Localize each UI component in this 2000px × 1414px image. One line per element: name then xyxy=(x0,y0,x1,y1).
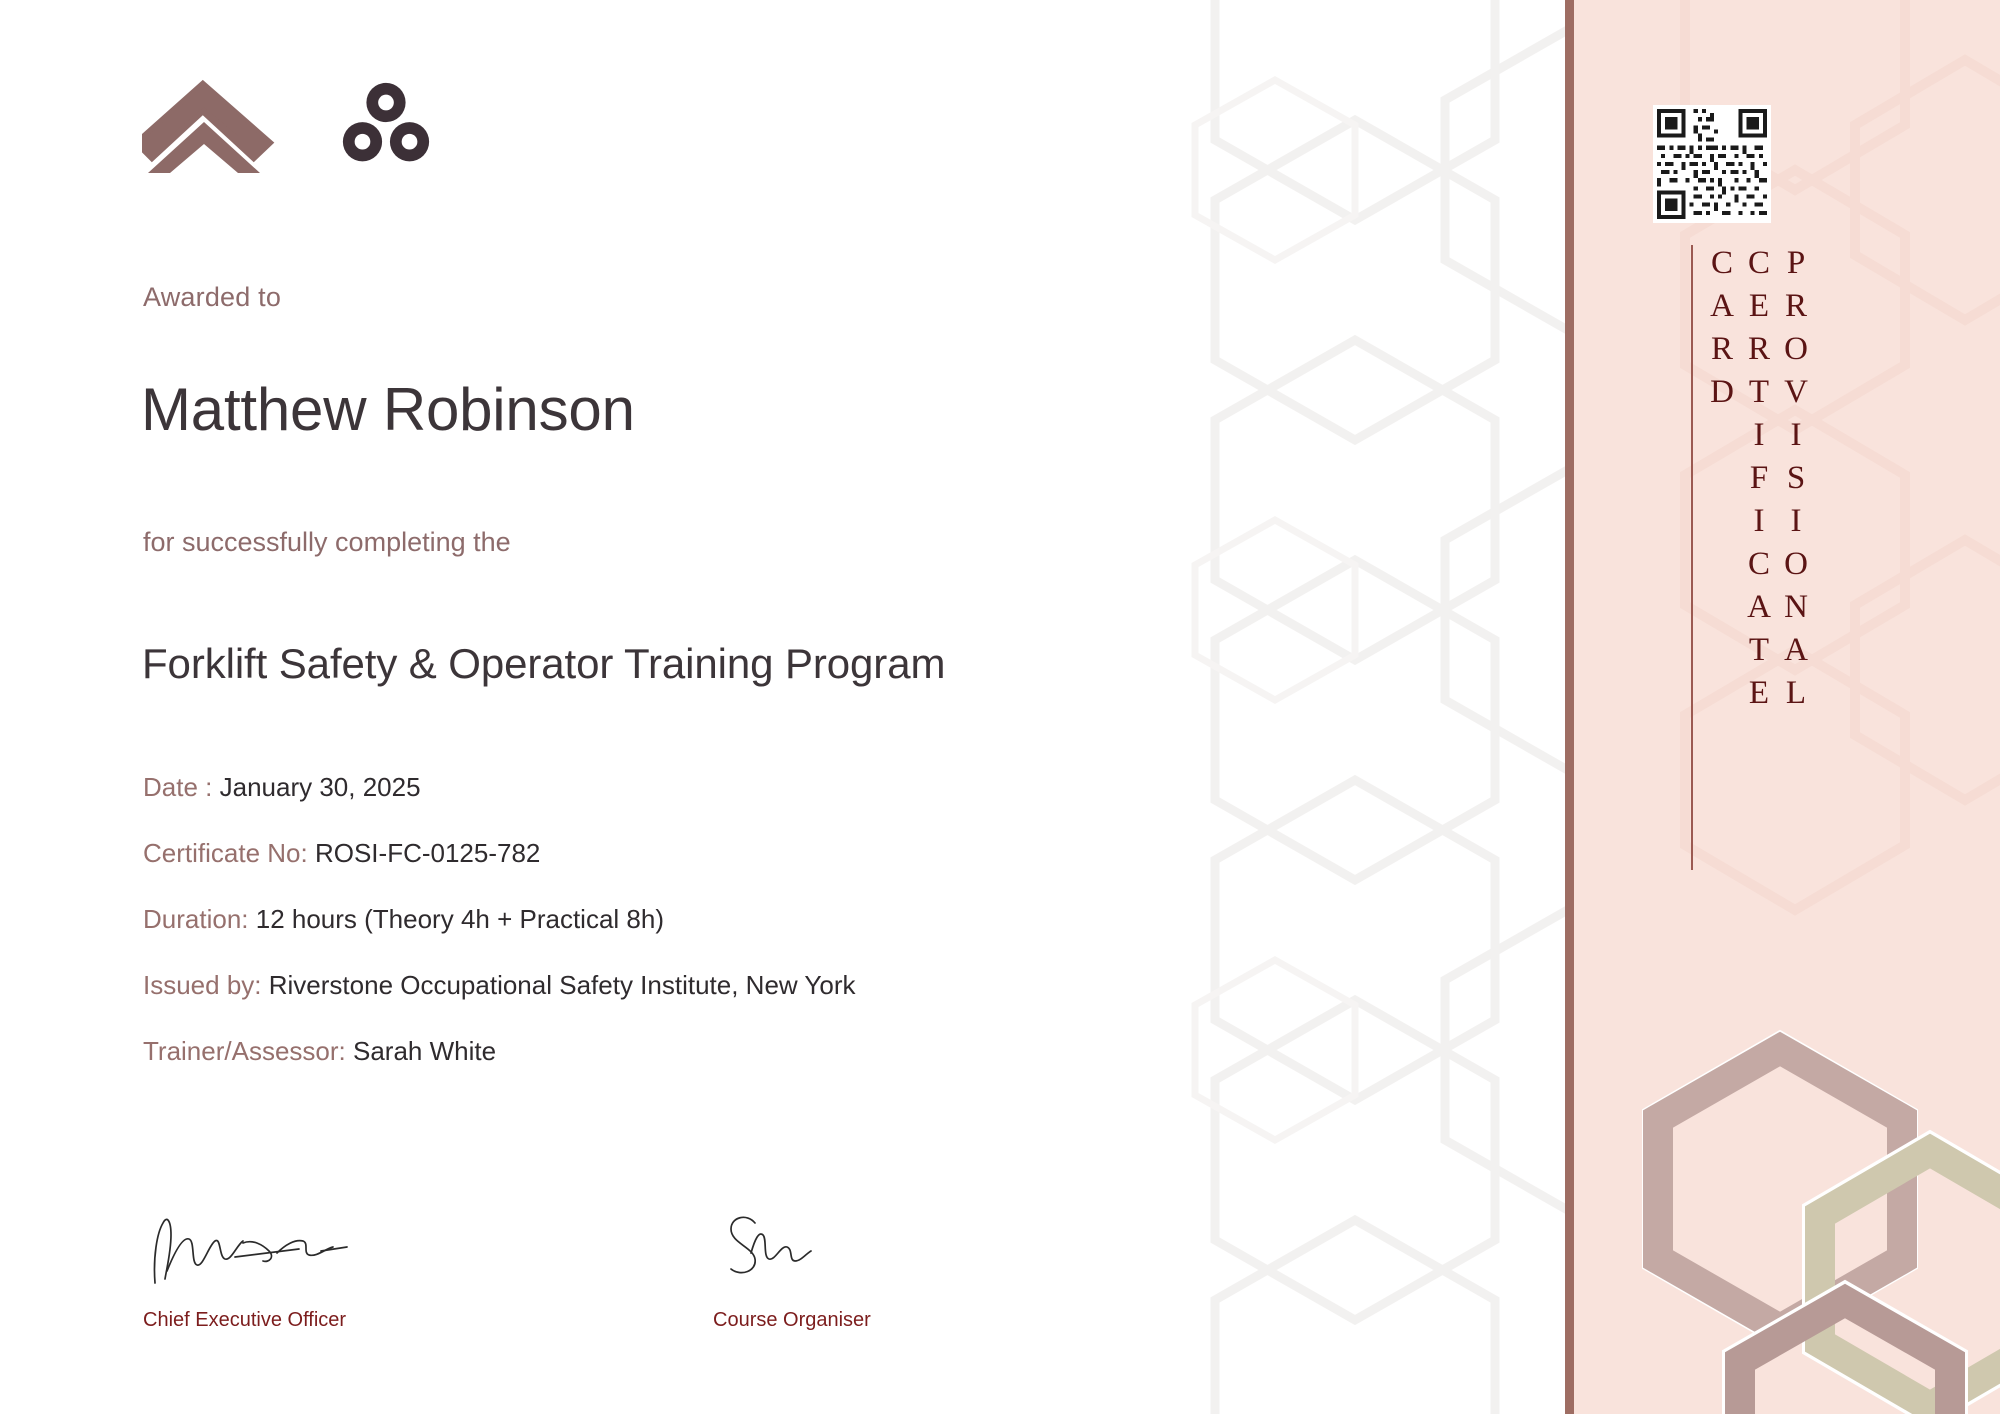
signature-icon xyxy=(713,1205,913,1295)
detail-label: Date : xyxy=(143,772,213,802)
signature-block-organiser xyxy=(713,1205,1013,1332)
detail-value: ROSI-FC-0125-782 xyxy=(314,838,541,868)
vertical-certificate-title: PROVISIONAL CERTIFICATE CARD xyxy=(1691,245,1814,870)
detail-label: Trainer/Assessor: xyxy=(143,1036,346,1066)
background-hex-pattern xyxy=(1025,0,1565,1414)
recipient-name: Matthew Robinson xyxy=(141,376,635,443)
clover-logo-icon xyxy=(337,79,435,177)
detail-row xyxy=(143,968,1143,1002)
signature-caption: Course Organiser xyxy=(713,1309,871,1331)
detail-label: Duration: xyxy=(143,904,249,934)
detail-value: January 30, 2025 xyxy=(219,772,421,802)
band-edge-line xyxy=(1565,0,1574,1414)
qr-code-icon[interactable] xyxy=(1653,105,1771,223)
signature-area xyxy=(143,1205,1013,1332)
corner-decoration xyxy=(1630,1019,2000,1414)
signature-caption: Chief Executive Officer xyxy=(143,1309,347,1331)
detail-row xyxy=(143,836,1143,870)
detail-value: 12 hours (Theory 4h + Practical 8h) xyxy=(255,904,664,934)
signature-icon xyxy=(143,1205,373,1295)
completion-label: for successfully completing the xyxy=(143,527,511,557)
detail-label: Certificate No: xyxy=(143,838,308,868)
signature-mark xyxy=(713,1205,953,1295)
detail-value: Sarah White xyxy=(353,1036,497,1066)
side-band xyxy=(1565,0,2000,1414)
detail-row xyxy=(143,1034,1143,1068)
detail-label: Issued by: xyxy=(143,970,262,1000)
signature-block-ceo xyxy=(143,1205,443,1332)
signature-mark xyxy=(143,1205,383,1295)
awarded-to-label: Awarded to xyxy=(143,282,282,312)
chevron-logo-icon xyxy=(142,78,277,178)
detail-row xyxy=(143,770,1143,804)
detail-value: Riverstone Occupational Safety Institute, New York xyxy=(268,970,856,1000)
course-title: Forklift Safety & Operator Training Program xyxy=(142,640,946,687)
detail-row xyxy=(143,902,1143,936)
certificate-details xyxy=(143,770,1143,1100)
logo-group xyxy=(142,78,435,178)
